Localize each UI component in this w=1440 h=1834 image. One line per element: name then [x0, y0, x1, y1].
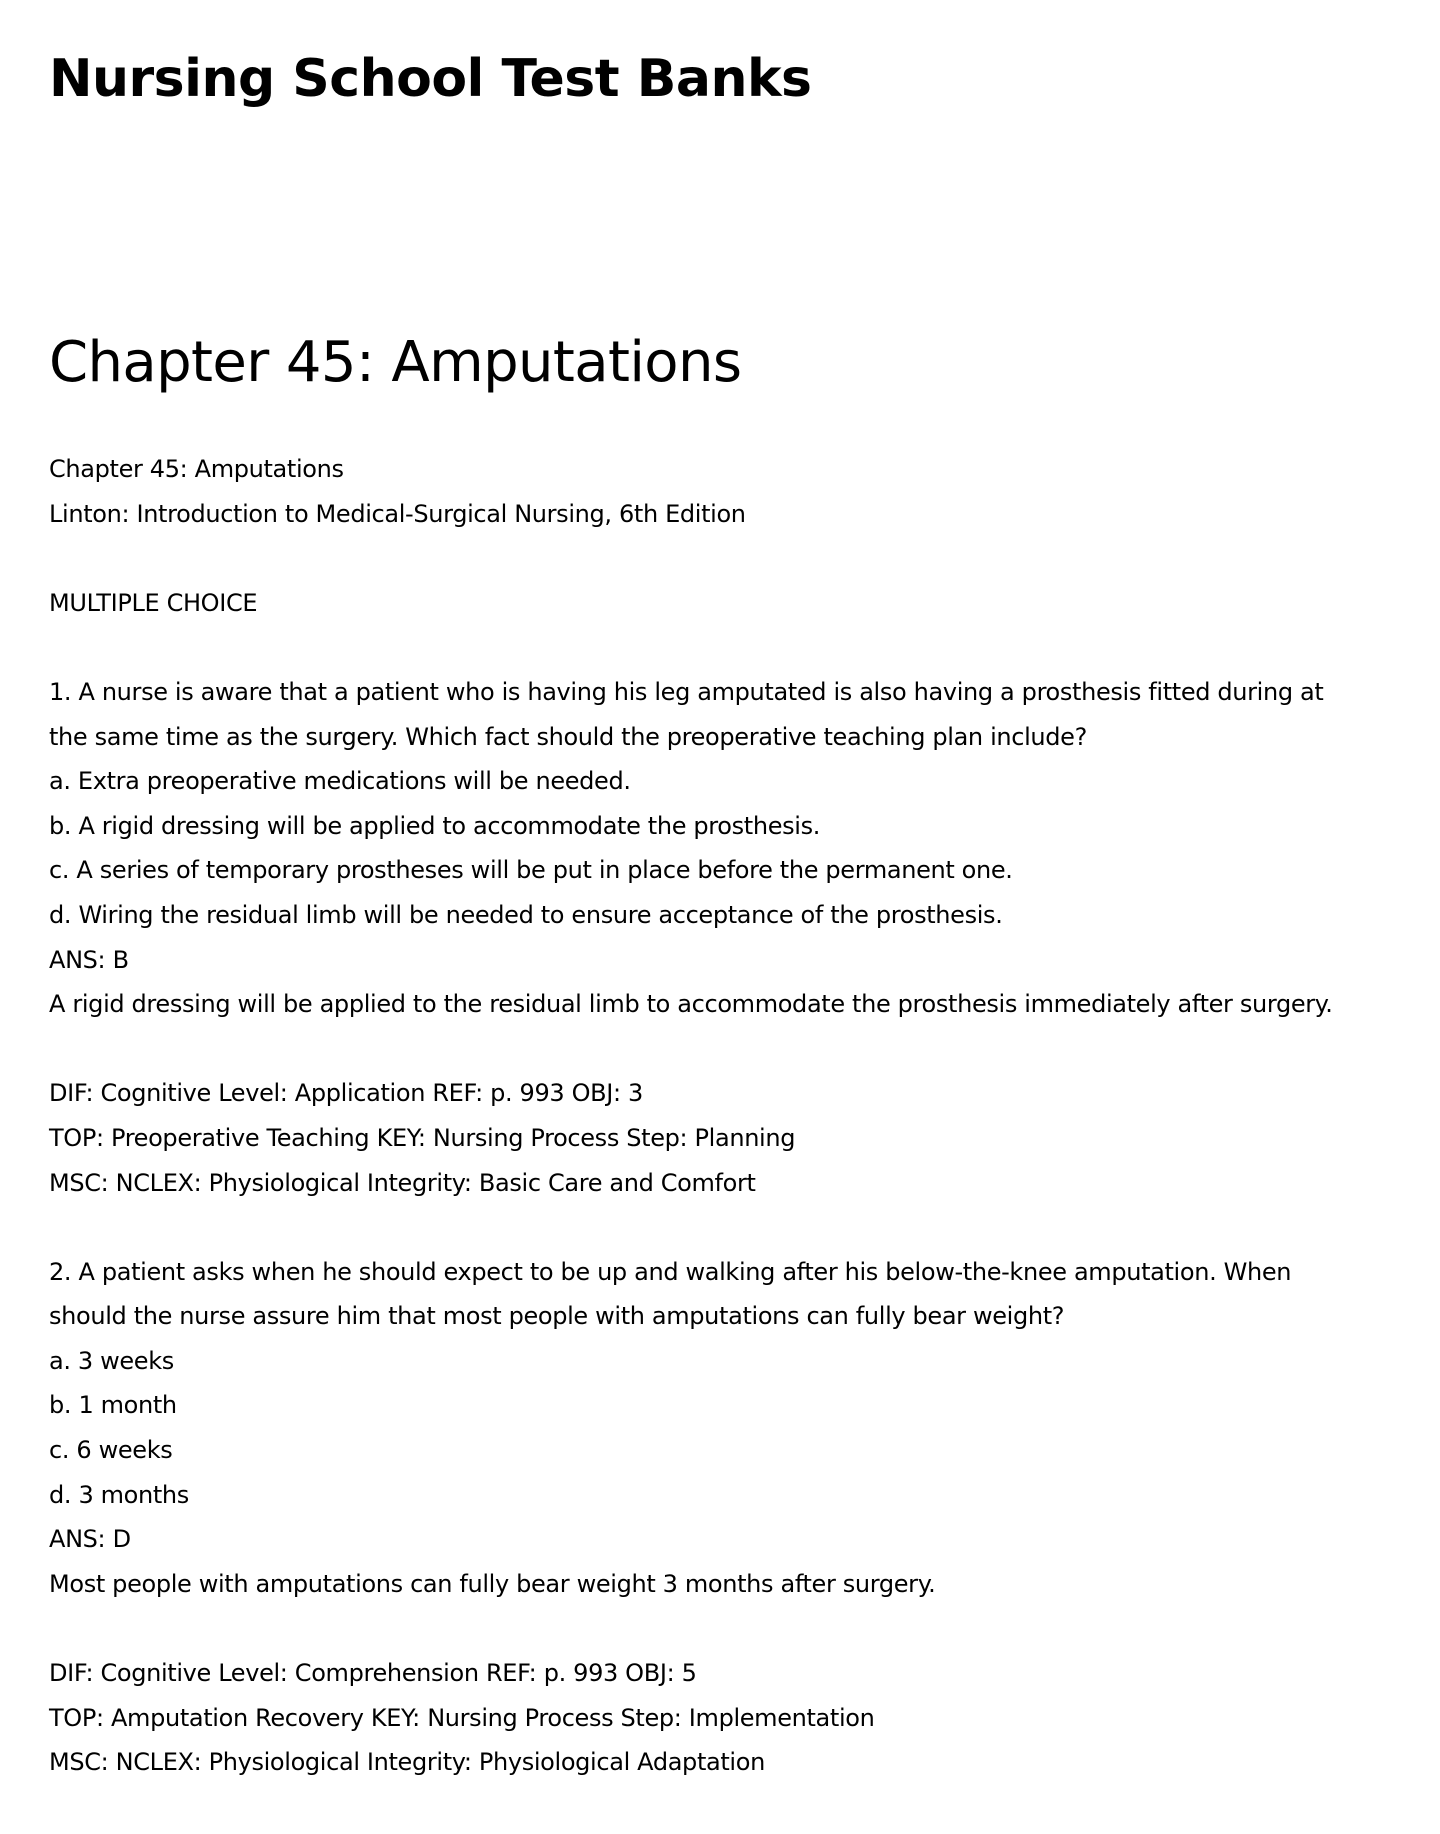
spacer — [49, 1027, 1419, 1072]
question-stem: should the nurse assure him that most people with amputations can fully bear weight? — [49, 1302, 1065, 1331]
answer-option-b: b. 1 month — [49, 1391, 177, 1420]
question-stem: the same time as the surgery. Which fact should the preoperative teaching plan include? — [49, 722, 1087, 751]
book-line: Linton: Introduction to Medical-Surgical Nursing, 6th Edition — [49, 499, 746, 528]
spacer — [49, 1205, 1419, 1250]
answer-key: ANS: D — [49, 1525, 131, 1554]
answer-option-c: c. 6 weeks — [49, 1436, 173, 1465]
answer-option-a: a. 3 weeks — [49, 1346, 174, 1375]
question-2 — [49, 1250, 1419, 1785]
topic-line: TOP: Preoperative Teaching KEY: Nursing Process Step: Planning — [49, 1123, 796, 1152]
chapter-line: Chapter 45: Amputations — [49, 455, 344, 483]
msc-line: MSC: NCLEX: Physiological Integrity: Basic Care and Comfort — [49, 1168, 756, 1197]
document-body — [49, 447, 1419, 1785]
section-label: MULTIPLE CHOICE — [49, 588, 258, 617]
topic-line: TOP: Amputation Recovery KEY: Nursing Process Step: Implementation — [49, 1703, 875, 1732]
difficulty-line: DIF: Cognitive Level: Comprehension REF: p. 993 OBJ: 5 — [49, 1659, 697, 1688]
msc-line: MSC: NCLEX: Physiological Integrity: Physiological Adaptation — [49, 1748, 765, 1777]
difficulty-line: DIF: Cognitive Level: Application REF: p. 993 OBJ: 3 — [49, 1079, 643, 1108]
rationale: Most people with amputations can fully bear weight 3 months after surgery. — [49, 1569, 936, 1598]
spacer — [49, 625, 1419, 670]
answer-key: ANS: B — [49, 945, 129, 974]
chapter-heading: Chapter 45: Amputations — [49, 330, 742, 395]
site-title: Nursing School Test Banks — [49, 49, 812, 109]
rationale: A rigid dressing will be applied to the residual limb to accommodate the prosthesis immediately after surgery. — [49, 990, 1333, 1019]
question-stem: 2. A patient asks when he should expect to be up and walking after his below-the-knee amputation. When — [49, 1257, 1292, 1286]
spacer — [49, 1606, 1419, 1651]
answer-option-b: b. A rigid dressing will be applied to accommodate the prosthesis. — [49, 811, 821, 840]
question-stem: 1. A nurse is aware that a patient who is having his leg amputated is also having a prosthesis fitted during at — [49, 677, 1324, 706]
answer-option-c: c. A series of temporary prostheses will be put in place before the permanent one. — [49, 856, 1013, 885]
answer-option-d: d. Wiring the residual limb will be needed to ensure acceptance of the prosthesis. — [49, 900, 1003, 929]
question-1 — [49, 670, 1419, 1205]
answer-option-d: d. 3 months — [49, 1480, 189, 1509]
spacer — [49, 536, 1419, 581]
answer-option-a: a. Extra preoperative medications will be needed. — [49, 767, 631, 796]
